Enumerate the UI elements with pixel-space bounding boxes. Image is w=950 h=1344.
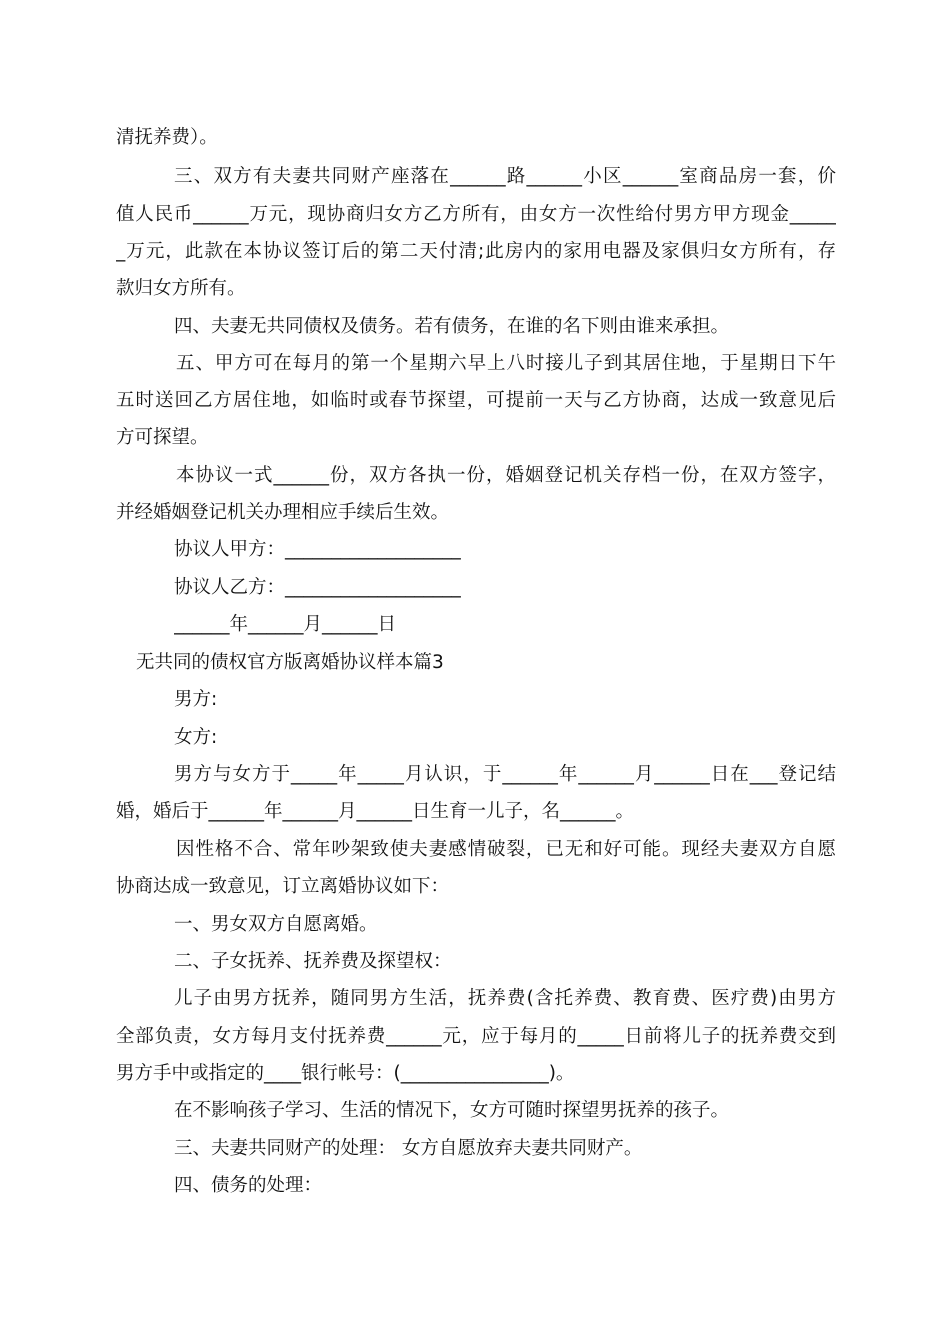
paragraph-line: 三、夫妻共同财产的处理： 女方自愿放弃夫妻共同财产。	[174, 1138, 643, 1159]
section-title: 无共同的债权官方版离婚协议样本篇3	[136, 652, 444, 673]
paragraph-line: 因性格不合、常年吵架致使夫妻感情破裂，已无和好可能。现经夫妻双方自愿	[176, 839, 836, 860]
signature-line-party-b: 协议人乙方：___________________	[174, 577, 461, 598]
paragraph-line: 四、债务的处理：	[174, 1175, 323, 1196]
paragraph-line: 二、子女抚养、抚养费及探望权：	[174, 951, 452, 972]
paragraph-line: 五时送回乙方居住地，如临时或春节探望，可提前一天与乙方协商，达成一致意见后	[116, 390, 836, 411]
paragraph-line: 清抚养费）。	[116, 127, 218, 148]
paragraph-line: 五、甲方可在每月的第一个星期六早上八时接儿子到其居住地，于星期日下午	[176, 353, 836, 374]
paragraph-line: 四、夫妻无共同债权及债务。若有债务，在谁的名下则由谁来承担。	[174, 316, 730, 337]
paragraph-line: _万元，此款在本协议签订后的第二天付清;此房内的家用电器及家俱归女方所有，存	[116, 241, 836, 262]
paragraph-line: 在不影响孩子学习、生活的情况下，女方可随时探望男抚养的孩子。	[174, 1100, 730, 1121]
paragraph-line: 全部负责，女方每月支付抚养费______元，应于每月的_____日前将儿子的抚养费交到	[116, 1026, 836, 1047]
paragraph-line: 男方手中或指定的____银行帐号：(________________)。	[116, 1063, 575, 1084]
paragraph-line: 一、男女双方自愿离婚。	[174, 914, 378, 935]
paragraph-line: 协商达成一致意见，订立离婚协议如下：	[116, 876, 450, 897]
paragraph-line: 本协议一式______份，双方各执一份，婚姻登记机关存档一份，在双方签字，	[176, 465, 836, 486]
party-male-label: 男方:	[174, 689, 218, 710]
party-female-label: 女方:	[174, 727, 218, 748]
paragraph-line: 并经婚姻登记机关办理相应手续后生效。	[116, 502, 450, 523]
paragraph-line: 三、双方有夫妻共同财产座落在______路______小区______室商品房一套，价	[174, 166, 836, 187]
paragraph-line: 儿子由男方抚养，随同男方生活，抚养费(含托养费、教育费、医疗费)由男方	[174, 988, 836, 1009]
paragraph-line: 值人民币______万元，现协商归女方乙方所有，由女方一次性给付男方甲方现金_____	[116, 204, 836, 225]
paragraph-line: 婚，婚后于______年______月______日生育一儿子，名______。	[116, 801, 635, 822]
signature-line-party-a: 协议人甲方：___________________	[174, 539, 461, 560]
paragraph-line: 男方与女方于_____年_____月认识，于______年______月______日在___登记结	[174, 764, 836, 785]
paragraph-line: 款归女方所有。	[116, 278, 246, 299]
date-line: ______年______月______日	[174, 614, 397, 635]
paragraph-line: 方可探望。	[116, 427, 209, 448]
